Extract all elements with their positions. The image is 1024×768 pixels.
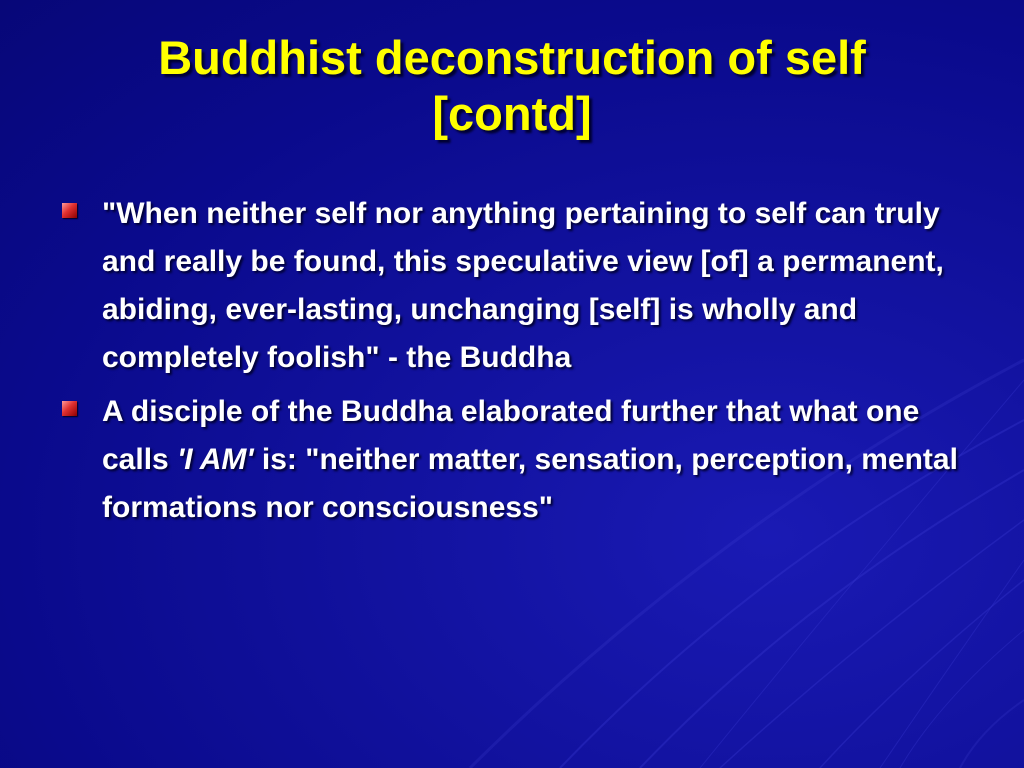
slide-title-line-2: [contd] xyxy=(432,87,592,140)
bullet-item-buddha-quote xyxy=(62,190,972,382)
slide-title xyxy=(40,30,984,142)
bullet-text: "When neither self nor anything pertaining to self can truly and really be found, this speculative view [of] a permanent, abiding, ever-lasting, unchanging [self] is wholly and completely foolish" - the Buddha xyxy=(102,197,944,374)
red-square-bullet-icon xyxy=(62,401,77,416)
bullet-text-before: A disciple of the Buddha elaborated further that what one calls xyxy=(102,395,920,476)
slide-title-line-1: Buddhist deconstruction of self xyxy=(158,31,866,84)
bullet-text-after: is: "neither matter, sensation, perception, mental formations nor consciousness" xyxy=(102,443,958,524)
bullet-item-disciple xyxy=(62,388,972,532)
bullet-emphasis-i-am: 'I AM' xyxy=(177,443,254,476)
bullet-list xyxy=(62,190,972,538)
red-square-bullet-icon xyxy=(62,203,77,218)
